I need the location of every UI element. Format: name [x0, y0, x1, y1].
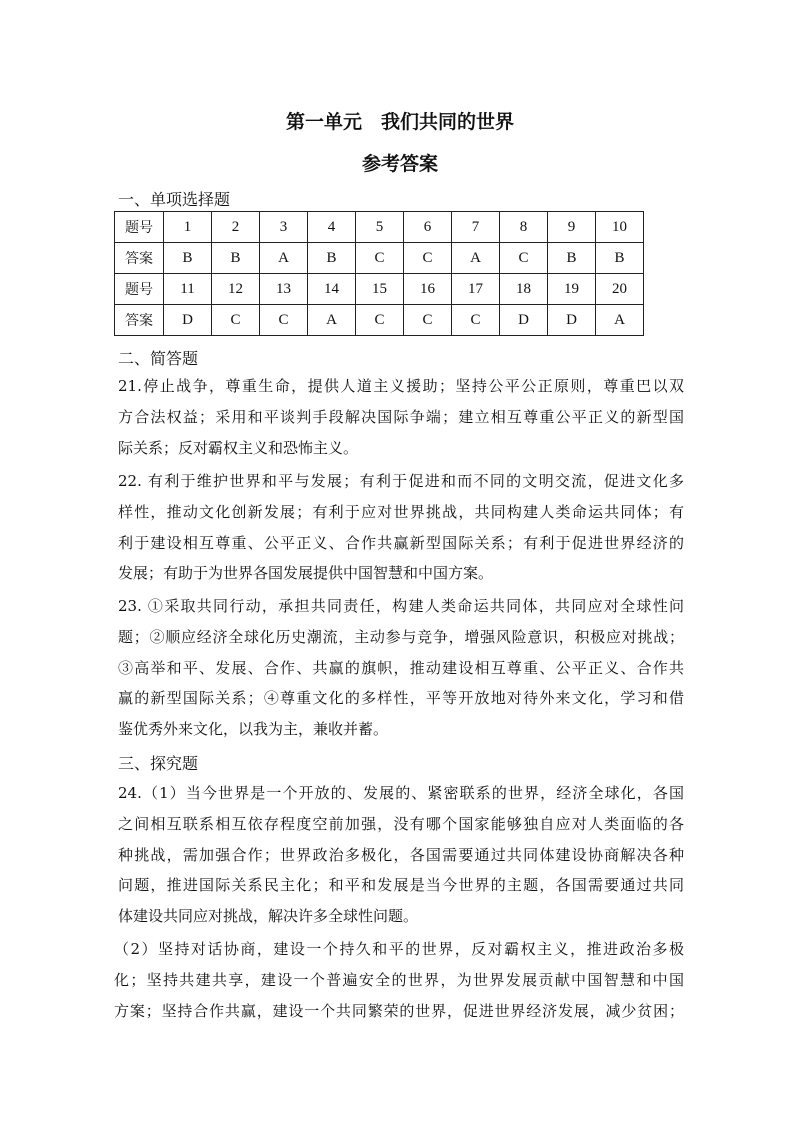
answer-24-1 — [118, 778, 684, 932]
answer-line: 体建设共同应对挑战，解决许多全球性问题。 — [118, 907, 419, 926]
table-cell: 18 — [500, 274, 548, 305]
table-cell: 2 — [212, 212, 260, 243]
answer-line: 方案；坚持合作共赢，建设一个共同繁荣的世界，促进世界经济发展，减少贫困； — [114, 1001, 684, 1020]
table-cell: 5 — [356, 212, 404, 243]
answer-line: 利于建设相互尊重、公平正义、合作共赢新型国际关系；有利于促进世界经济的 — [118, 533, 684, 552]
answer-line: 21.停止战争，尊重生命，提供人道主义援助；坚持公平公正原则，尊重巴以双 — [118, 377, 684, 395]
table-row — [115, 305, 644, 336]
table-cell: 9 — [548, 212, 596, 243]
answer-line: 发展；有助于为世界各国发展提供中国智慧和中国方案。 — [118, 564, 494, 583]
answer-line: 24.（1）当今世界是一个开放的、发展的、紧密联系的世界，经济全球化，各国 — [118, 784, 684, 802]
answer-line: 种挑战，需加强合作；世界政治多极化，各国需要通过共同体建设协商解决各种 — [118, 845, 684, 864]
table-cell: B — [596, 243, 644, 274]
answer-22 — [118, 466, 684, 589]
row-header: 答案 — [115, 243, 164, 274]
answer-line: 际关系；反对霸权主义和恐怖主义。 — [118, 438, 359, 457]
table-cell: 10 — [596, 212, 644, 243]
table-cell: C — [452, 305, 500, 336]
answer-line: 23. ①采取共同行动，承担共同责任，构建人类命运共同体，共同应对全球性问 — [118, 597, 684, 615]
table-row — [115, 212, 644, 243]
table-cell: 3 — [260, 212, 308, 243]
table-cell: 13 — [260, 274, 308, 305]
answer-23 — [118, 591, 684, 745]
table-cell: 16 — [404, 274, 452, 305]
answer-line: 问题，推进国际关系民主化；和平和发展是当今世界的主题，各国需要通过共同 — [118, 876, 684, 895]
page-title: 第一单元 我们共同的世界 — [285, 111, 514, 133]
row-header: 题号 — [115, 274, 164, 305]
page-subtitle: 参考答案 — [361, 153, 438, 175]
row-header: 答案 — [115, 305, 164, 336]
table-cell: 4 — [308, 212, 356, 243]
table-cell: 20 — [596, 274, 644, 305]
answer-line: 方合法权益；采用和平谈判手段解决国际争端；建立相互尊重公平正义的新型国 — [118, 407, 684, 426]
answer-24-2 — [114, 934, 684, 1026]
answer-line: 样性，推动文化创新发展；有利于应对世界挑战，共同构建人类命运共同体；有 — [118, 502, 684, 521]
section-heading-inquiry: 三、探究题 — [118, 754, 199, 773]
table-cell: C — [260, 305, 308, 336]
table-cell: 17 — [452, 274, 500, 305]
table-cell: 6 — [404, 212, 452, 243]
answer-21 — [118, 371, 684, 463]
table-cell: A — [452, 243, 500, 274]
section-heading-short-answer: 二、简答题 — [118, 349, 199, 368]
table-cell: C — [356, 243, 404, 274]
answer-line: 赢的新型国际关系；④尊重文化的多样性，平等开放地对待外来文化，学习和借 — [118, 689, 684, 708]
table-cell: D — [548, 305, 596, 336]
table-cell: 12 — [212, 274, 260, 305]
table-cell: D — [500, 305, 548, 336]
table-cell: A — [596, 305, 644, 336]
table-cell: 15 — [356, 274, 404, 305]
table-cell: C — [404, 243, 452, 274]
table-row — [115, 243, 644, 274]
table-cell: C — [404, 305, 452, 336]
table-cell: A — [308, 305, 356, 336]
table-cell: D — [164, 305, 212, 336]
answer-table — [114, 211, 644, 336]
table-cell: B — [212, 243, 260, 274]
answer-line: 化；坚持共建共享，建设一个普遍安全的世界，为世界发展贡献中国智慧和中国 — [114, 970, 684, 989]
section-heading-choice: 一、单项选择题 — [118, 190, 231, 209]
table-cell: A — [260, 243, 308, 274]
answer-line: 22. 有利于维护世界和平与发展；有利于促进和而不同的文明交流，促进文化多 — [118, 472, 684, 490]
table-cell: B — [548, 243, 596, 274]
table-cell: 8 — [500, 212, 548, 243]
table-cell: B — [308, 243, 356, 274]
table-cell: C — [500, 243, 548, 274]
row-header: 题号 — [115, 212, 164, 243]
table-cell: 7 — [452, 212, 500, 243]
answer-line: ③高举和平、发展、合作、共赢的旗帜，推动建设相互尊重、公平正义、合作共 — [118, 658, 684, 677]
table-cell: C — [212, 305, 260, 336]
table-cell: B — [164, 243, 212, 274]
answer-line: （2）坚持对话协商，建设一个持久和平的世界，反对霸权主义，推进政治多极 — [114, 940, 684, 958]
answer-line: 鉴优秀外来文化，以我为主，兼收并蓄。 — [118, 720, 389, 739]
table-cell: C — [356, 305, 404, 336]
answer-line: 题；②顺应经济全球化历史潮流，主动参与竞争，增强风险意识，积极应对挑战； — [118, 627, 684, 646]
answer-line: 之间相互联系相互依存程度空前加强，没有哪个国家能够独自应对人类面临的各 — [118, 814, 684, 833]
table-cell: 14 — [308, 274, 356, 305]
table-cell: 11 — [164, 274, 212, 305]
table-cell: 1 — [164, 212, 212, 243]
table-cell: 19 — [548, 274, 596, 305]
table-row — [115, 274, 644, 305]
